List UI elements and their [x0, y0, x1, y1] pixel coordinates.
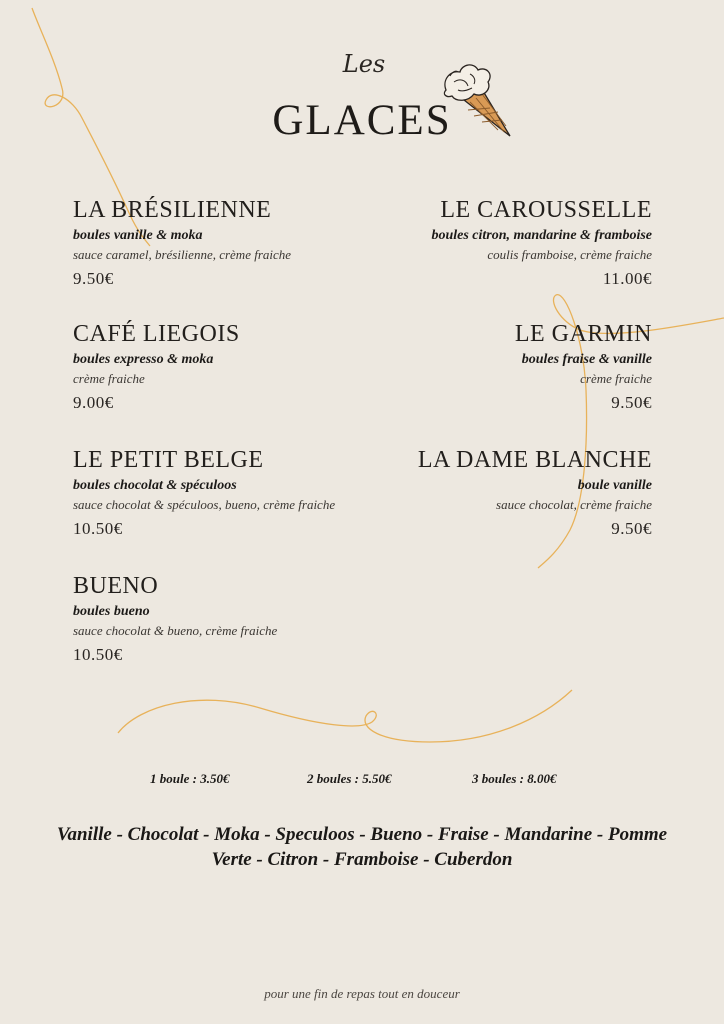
item-sauce: sauce chocolat & spéculoos, bueno, crème fraiche: [73, 497, 336, 512]
item-price: 11.00€: [602, 269, 652, 288]
menu-item-le-garmin: [322, 320, 652, 414]
item-price: 9.50€: [611, 519, 652, 538]
item-name: CAFÉ LIEGOIS: [73, 321, 240, 347]
scoop-price-1: 1 boule : 3.50€: [150, 771, 230, 786]
item-price: 10.50€: [73, 645, 123, 664]
item-price: 9.00€: [73, 393, 114, 412]
item-scoops: boules citron, mandarine & framboise: [431, 228, 652, 243]
item-name: LE PETIT BELGE: [73, 447, 264, 473]
item-price: 10.50€: [73, 519, 123, 538]
item-name: LE CAROUSSELLE: [440, 197, 652, 223]
item-sauce: crème fraiche: [580, 371, 652, 386]
item-scoops: boules expresso & moka: [73, 352, 214, 367]
item-name: LE GARMIN: [514, 321, 652, 347]
flavor-line-1: Vanille - Chocolat - Moka - Speculoos - Bueno - Fraise - Mandarine - Pomme: [56, 824, 668, 845]
page-title: GLACES: [272, 97, 452, 144]
item-scoops: boules bueno: [73, 604, 150, 619]
ice-cream-cone-icon: [440, 60, 516, 142]
flavor-list: [10, 822, 714, 872]
item-sauce: sauce chocolat, crème fraiche: [496, 497, 652, 512]
item-sauce: crème fraiche: [73, 371, 145, 386]
item-sauce: sauce chocolat & bueno, crème fraiche: [73, 623, 278, 638]
footer-tagline: pour une fin de repas tout en douceur: [264, 986, 460, 1001]
item-sauce: sauce caramel, brésilienne, crème fraiche: [73, 247, 292, 262]
scoop-price-2: 2 boules : 5.50€: [307, 771, 392, 786]
item-name: LA DAME BLANCHE: [417, 447, 652, 473]
bottom-swirl: [118, 690, 572, 742]
menu-item-le-carousselle: [322, 196, 652, 290]
item-scoops: boules chocolat & spéculoos: [73, 478, 237, 493]
item-price: 9.50€: [73, 269, 114, 288]
item-sauce: coulis framboise, crème fraiche: [487, 247, 652, 262]
item-scoops: boule vanille: [577, 478, 652, 493]
item-scoops: boules vanille & moka: [73, 228, 203, 243]
item-scoops: boules fraise & vanille: [521, 352, 652, 367]
menu-item-la-dame-blanche: [322, 446, 652, 540]
item-name: LA BRÉSILIENNE: [73, 197, 272, 223]
header-les: Les: [342, 50, 386, 78]
item-price: 9.50€: [611, 393, 652, 412]
item-name: BUENO: [73, 573, 159, 599]
scoop-price-3: 3 boules : 8.00€: [472, 771, 557, 786]
flavor-line-2: Verte - Citron - Framboise - Cuberdon: [211, 849, 513, 870]
scoop-price-list: [0, 771, 724, 791]
menu-item-bueno: [73, 572, 403, 666]
